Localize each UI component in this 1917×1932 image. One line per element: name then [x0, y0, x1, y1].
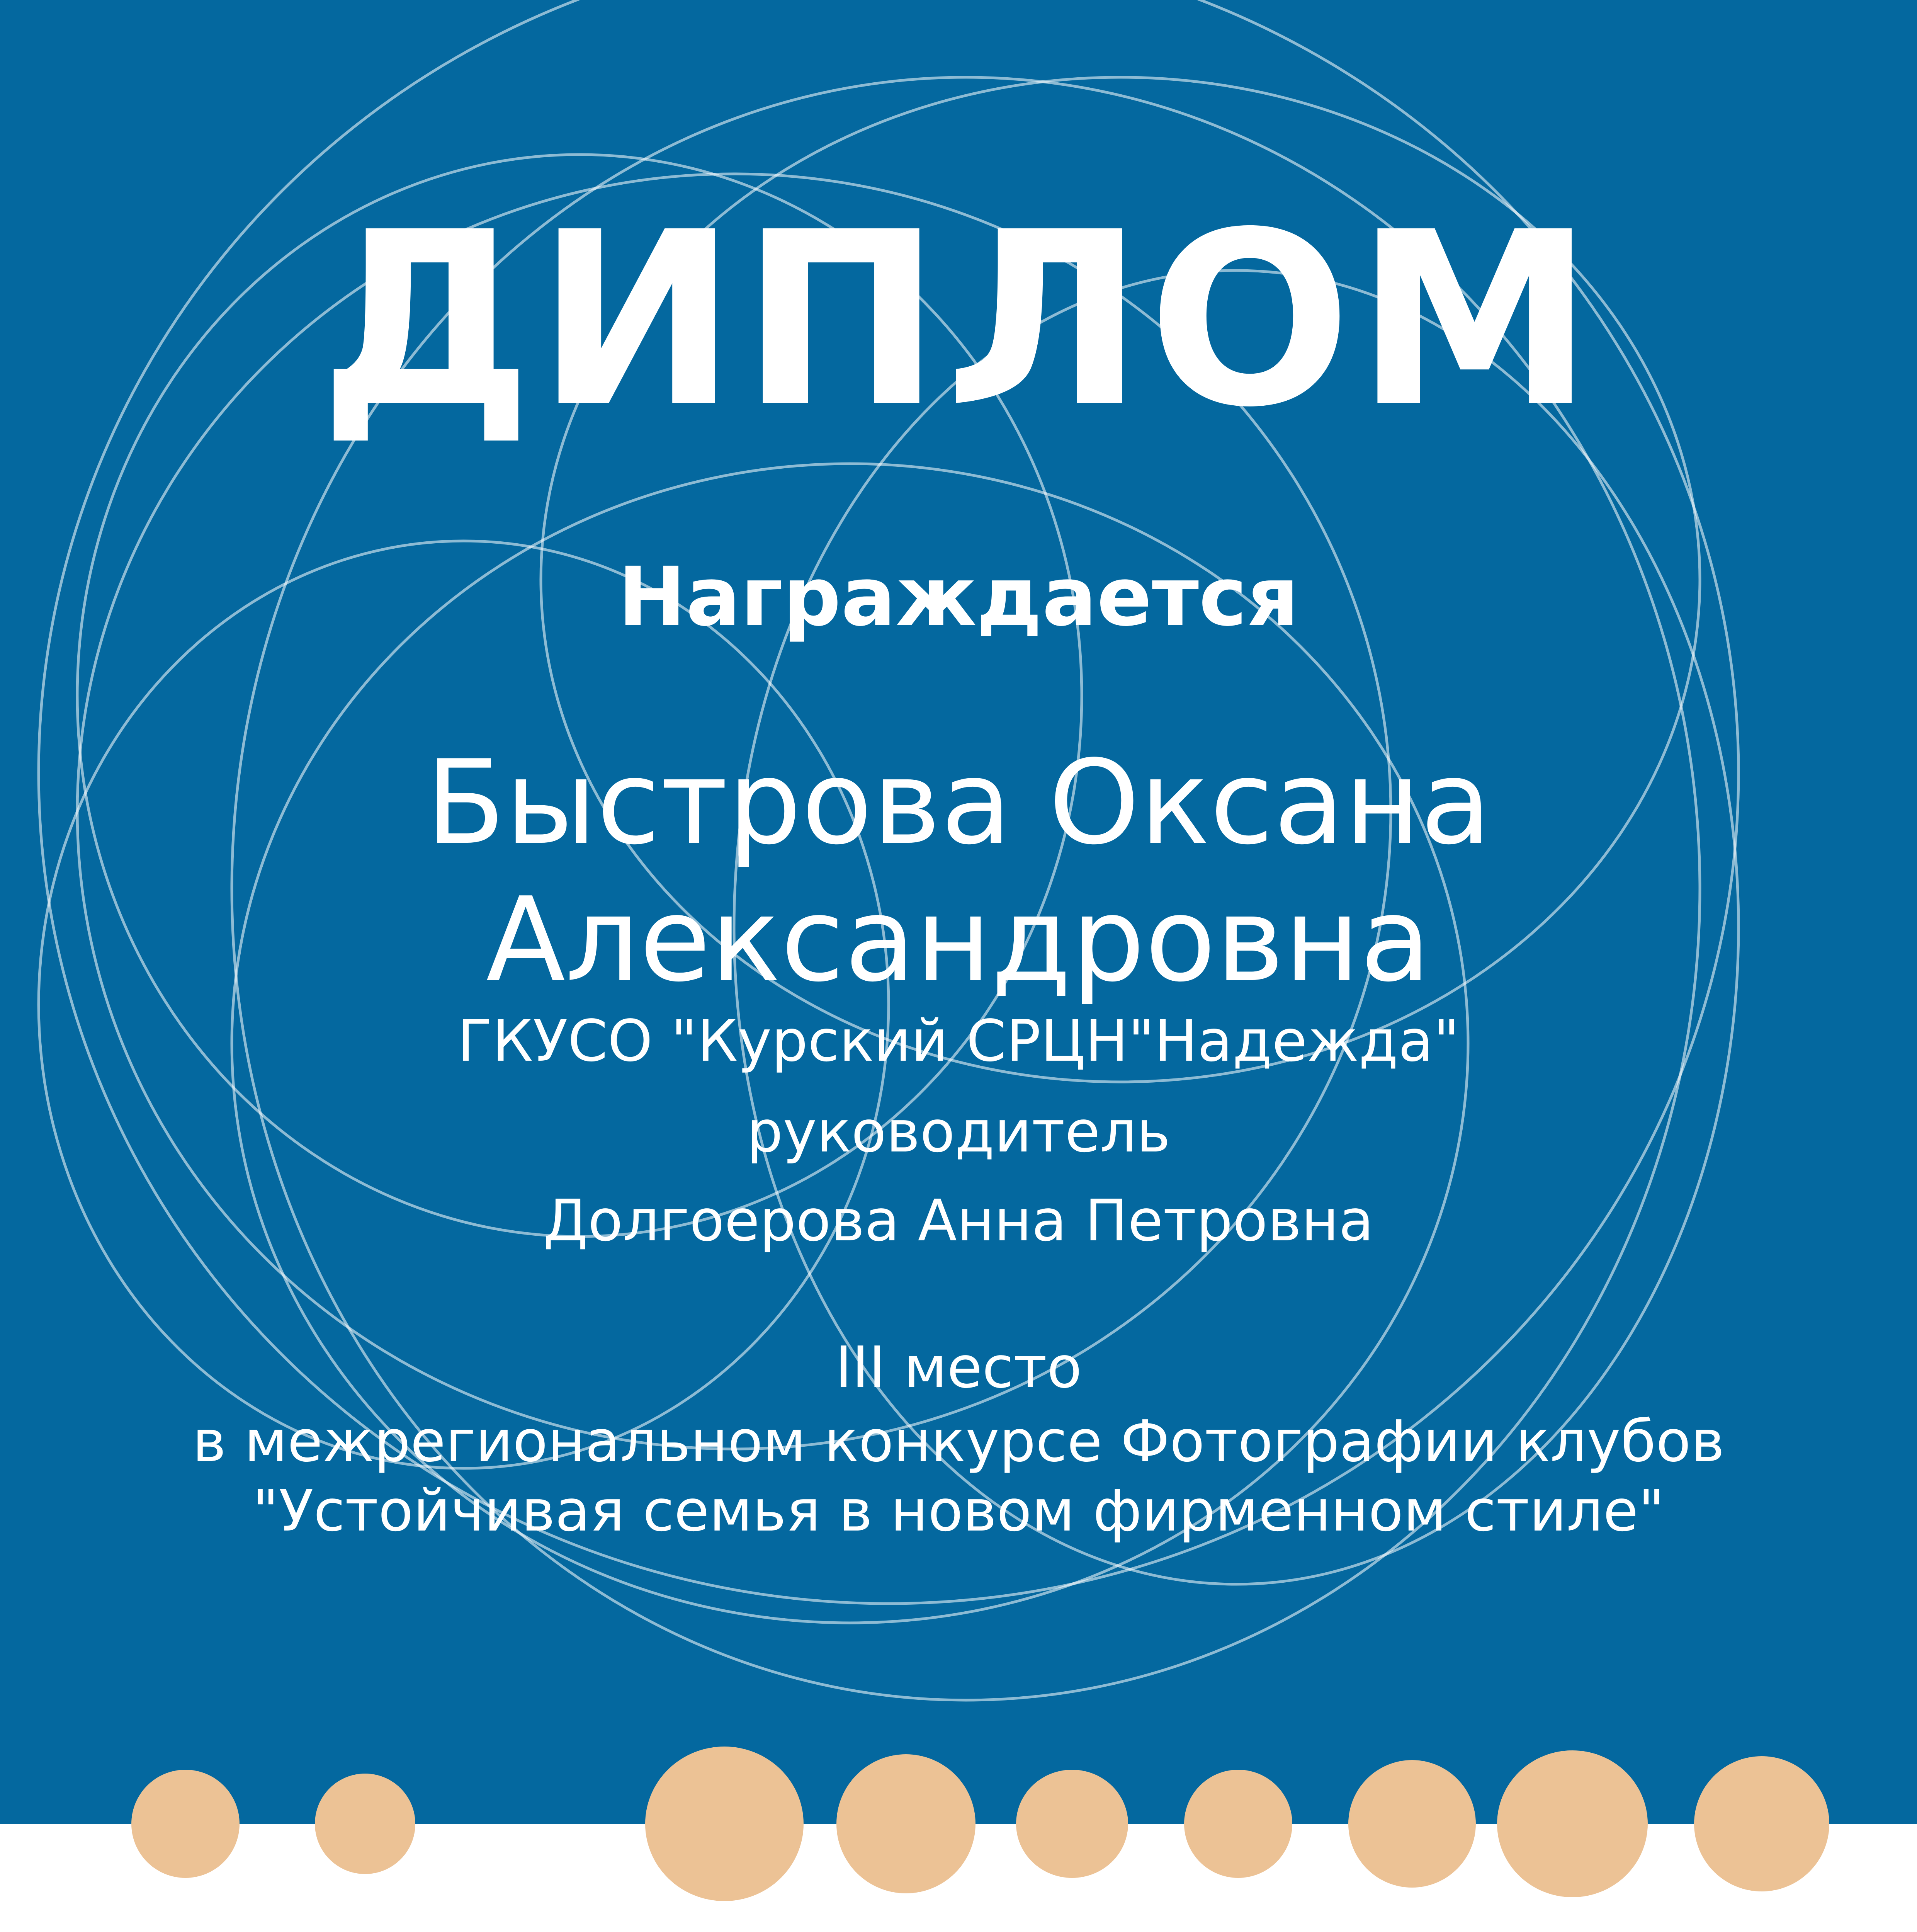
diploma-title: ДИПЛОМ: [319, 181, 1598, 460]
recipient-organization: ГКУСО "Курский СРЦН"Надежда": [457, 1008, 1460, 1074]
leader-label: руководитель: [746, 1099, 1171, 1165]
awarded-label: Награждается: [618, 549, 1299, 644]
recipient-name: Быстрова Оксана Александровна: [425, 735, 1492, 1007]
contest-description: в межрегиональном конкурсе Фотографии клубов "Устойчивая семья в новом фирменном стиле": [192, 1408, 1725, 1544]
leader-name: Долгоерова Анна Петровна: [543, 1187, 1374, 1254]
place-text: III место: [835, 1334, 1082, 1401]
